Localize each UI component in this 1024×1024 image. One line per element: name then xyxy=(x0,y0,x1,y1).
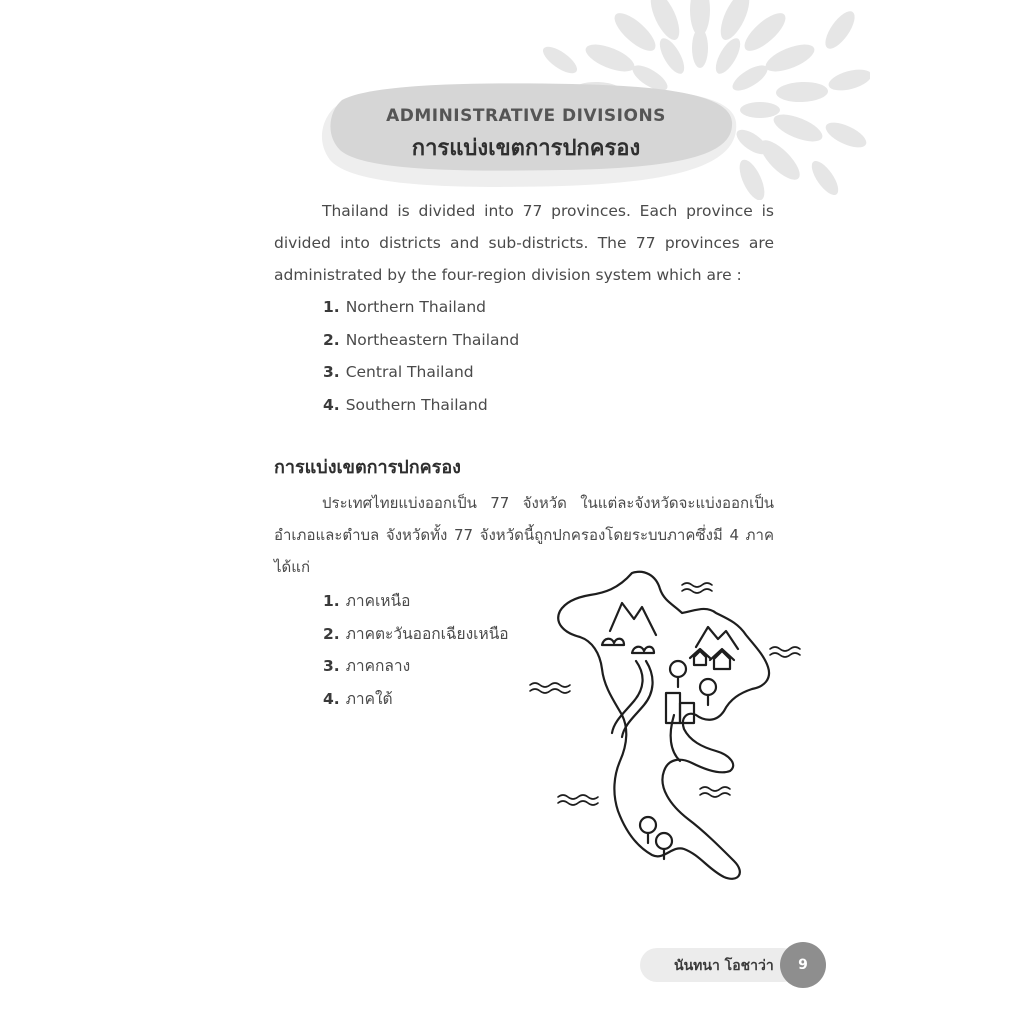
list-item-label: Central Thailand xyxy=(345,363,474,381)
page-number-badge: 9 xyxy=(780,942,826,988)
list-item-label: Southern Thailand xyxy=(345,395,488,414)
page-footer xyxy=(640,938,830,988)
list-item-label: ภาคกลาง xyxy=(345,657,411,675)
list-item-number: 3. xyxy=(323,363,340,381)
list-item-label: Northern Thailand xyxy=(345,298,486,316)
list-item xyxy=(323,389,519,422)
list-item-number: 2. xyxy=(323,624,340,643)
list-item xyxy=(323,618,509,651)
list-item-number: 3. xyxy=(323,657,340,675)
list-item-label: ภาคใต้ xyxy=(345,689,393,708)
title-banner xyxy=(312,82,740,190)
list-item-label: Northeastern Thailand xyxy=(345,330,520,349)
list-item xyxy=(323,324,519,357)
list-item-number: 1. xyxy=(323,592,340,610)
list-item xyxy=(323,585,509,618)
list-item-number: 4. xyxy=(323,395,340,414)
list-item xyxy=(323,683,509,716)
list-item-label: ภาคเหนือ xyxy=(345,592,411,610)
list-item-number: 1. xyxy=(323,298,340,316)
english-paragraph: Thailand is divided into 77 provinces. Each province is divided into districts and sub-districts. The 77 provinces are administrated by the four-region division system which are : xyxy=(274,202,774,284)
thailand-map-illustration-icon xyxy=(524,565,814,890)
list-item-label: ภาคตะวันออกเฉียงเหนือ xyxy=(345,624,509,643)
thai-region-list xyxy=(323,585,509,715)
footer-author-name: นันทนา โอชาว่า xyxy=(674,958,774,974)
list-item xyxy=(323,650,509,683)
title-thai: การแบ่งเขตการปกครอง xyxy=(411,136,641,161)
list-item xyxy=(323,291,519,324)
title-english: ADMINISTRATIVE DIVISIONS xyxy=(386,106,666,126)
english-region-list xyxy=(323,291,519,421)
thai-paragraph: ประเทศไทยแบ่งออกเป็น 77 จังหวัด ในแต่ละจังหวัดจะแบ่งออกเป็นอำเภอและตำบล จังหวัดทั้ง 77 จังหวัดนี้ถูกปกครองโดยระบบภาคซึ่งมี 4 ภาค ได้แก่ xyxy=(274,494,774,576)
list-item-number: 4. xyxy=(323,689,340,708)
thai-section-heading: การแบ่งเขตการปกครอง xyxy=(274,457,461,478)
list-item xyxy=(323,356,519,389)
list-item-number: 2. xyxy=(323,330,340,349)
